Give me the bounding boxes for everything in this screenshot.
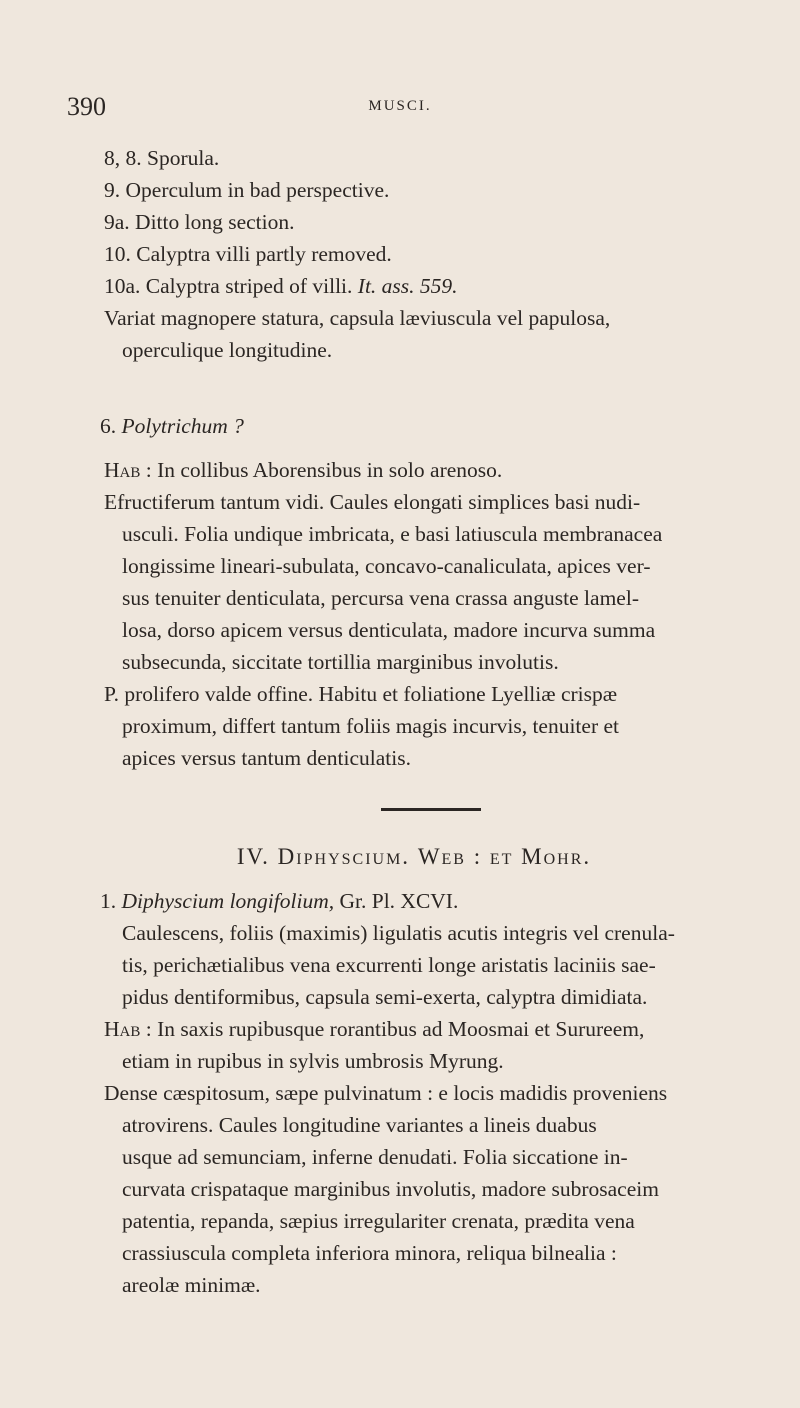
figure-note: 8, 8. Sporula. [104, 146, 220, 170]
comparison-line: apices versus tantum denticulatis. [122, 746, 411, 770]
description-line: tis, perichætialibus vena excurrenti longe aristatis laciniis sae- [122, 953, 656, 977]
habitat-line: Hab : In collibus Aborensibus in solo arenoso. [104, 458, 503, 482]
description-line: Efructiferum tantum vidi. Caules elongati simplices basi nudi- [104, 490, 641, 514]
variat-line: operculique longitudine. [122, 338, 333, 362]
comparison-line: P. prolifero valde offine. Habitu et foliatione Lyelliæ crispæ [104, 682, 618, 706]
notes-line: areolæ minimæ. [122, 1273, 261, 1297]
description-line: sus tenuiter denticulata, percursa vena crassa anguste lamel- [122, 586, 639, 610]
notes-line: crassiuscula completa inferiora minora, reliqua bilnealia : [122, 1241, 617, 1265]
notes-line: atrovirens. Caules longitudine variantes a lineis duabus [122, 1113, 597, 1137]
notes-line: curvata crispataque marginibus involutis, madore subrosaceim [122, 1177, 659, 1201]
notes-line: Dense cæspitosum, sæpe pulvinatum : e locis madidis proveniens [104, 1081, 668, 1105]
habitat-line: Hab : In saxis rupibusque rorantibus ad Moosmai et Surureem, [104, 1017, 645, 1041]
habitat-line: etiam in rupibus in sylvis umbrosis Myrung. [122, 1049, 504, 1073]
section-heading: IV. Diphyscium. Web : et Mohr. [236, 844, 592, 869]
description-line: Caulescens, foliis (maximis) ligulatis acutis integris vel crenula- [122, 921, 675, 945]
running-head: MUSCI. [368, 98, 432, 114]
page-header [67, 92, 733, 128]
species-heading: 1. Diphyscium longifolium, Gr. Pl. XCVI. [100, 889, 459, 913]
notes-line: patentia, repanda, sæpius irregulariter crenata, prædita vena [122, 1209, 635, 1233]
page-number: 390 [67, 92, 106, 121]
description-line: longissime lineari-subulata, concavo-canaliculata, apices ver- [122, 554, 651, 578]
variat-line: Variat magnopere statura, capsula læviuscula vel papulosa, [104, 306, 611, 330]
comparison-line: proximum, differt tantum foliis magis incurvis, tenuiter et [122, 714, 619, 738]
description-line: losa, dorso apicem versus denticulata, madore incurva summa [122, 618, 656, 642]
section-divider [381, 808, 481, 811]
figure-note: 10. Calyptra villi partly removed. [104, 242, 392, 266]
species-heading: 6. Polytrichum ? [100, 414, 244, 438]
description-line: pidus dentiformibus, capsula semi-exerta, calyptra dimidiata. [122, 985, 648, 1009]
figure-note: 9a. Ditto long section. [104, 210, 295, 234]
body-text [100, 142, 764, 1301]
notes-line: usque ad semunciam, inferne denudati. Folia siccatione in- [122, 1145, 628, 1169]
figure-note: 10a. Calyptra striped of villi. It. ass. 559. [104, 274, 458, 298]
figure-note: 9. Operculum in bad perspective. [104, 178, 390, 202]
description-line: usculi. Folia undique imbricata, e basi latiuscula membranacea [122, 522, 663, 546]
description-line: subsecunda, siccitate tortillia marginibus involutis. [122, 650, 559, 674]
